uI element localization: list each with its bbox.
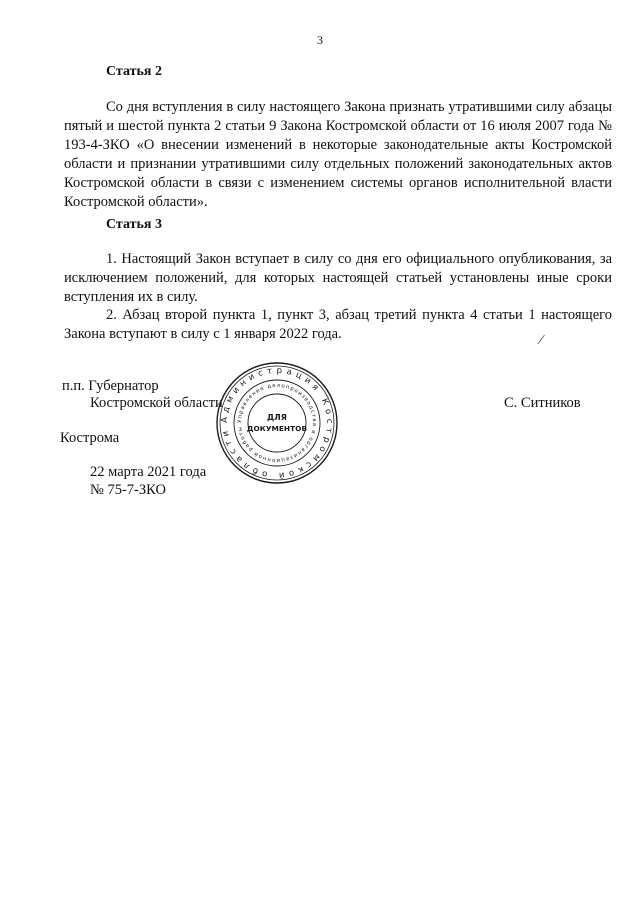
signatory-region: Костромской области [90,395,223,411]
article-2-text: Со дня вступления в силу настоящего Закона признать утратившими силу абзацы пятый и шестой пункта 2 статьи 9 Закона Костромской области от 16 июля 2007 года № 193-4-ЗКО «О внесении изменений в некоторые законодательные акты Костромской области и признании утратившими силу отдельных положений законодательных актов Костромской области в связи с изменением системы органов исполнительной власти Костромской области». [64,99,612,210]
svg-text:Управление делопроизводства и [237,383,317,463]
seal-center-line-2: ДОКУМЕНТОВ [246,424,308,433]
handwritten-mark: ⁄ [540,333,543,348]
article-3-item-2: 2. Абзац второй пункта 1, пункт 3, абзац третий пункта 4 статьи 1 настоящего Закона вступают в силу с 1 января 2022 года. [64,307,612,342]
law-number: № 75-7-ЗКО [90,482,166,498]
signatory-title: п.п. Губернатор [62,378,159,394]
seal-center-line-1: ДЛЯ [267,413,287,422]
signing-date: 22 марта 2021 года [90,464,207,480]
article-2-heading: Статья 2 [106,64,162,79]
seal-inner-text: Управление делопроизводства и организационной работы [236,382,318,464]
signatory-name: С. Ситников [504,395,581,411]
page-number: 3 [317,33,323,47]
article-3-item-1: 1. Настоящий Закон вступает в силу со дня его официального опубликования, за исключением положений, для которых настоящей статьей установлены иные сроки вступления их в силу. [64,251,612,305]
round-seal [215,361,339,485]
seal-outer-text: Администрация Костромской области [219,365,335,481]
article-3-heading: Статья 3 [106,217,162,232]
signing-city: Кострома [60,430,120,446]
